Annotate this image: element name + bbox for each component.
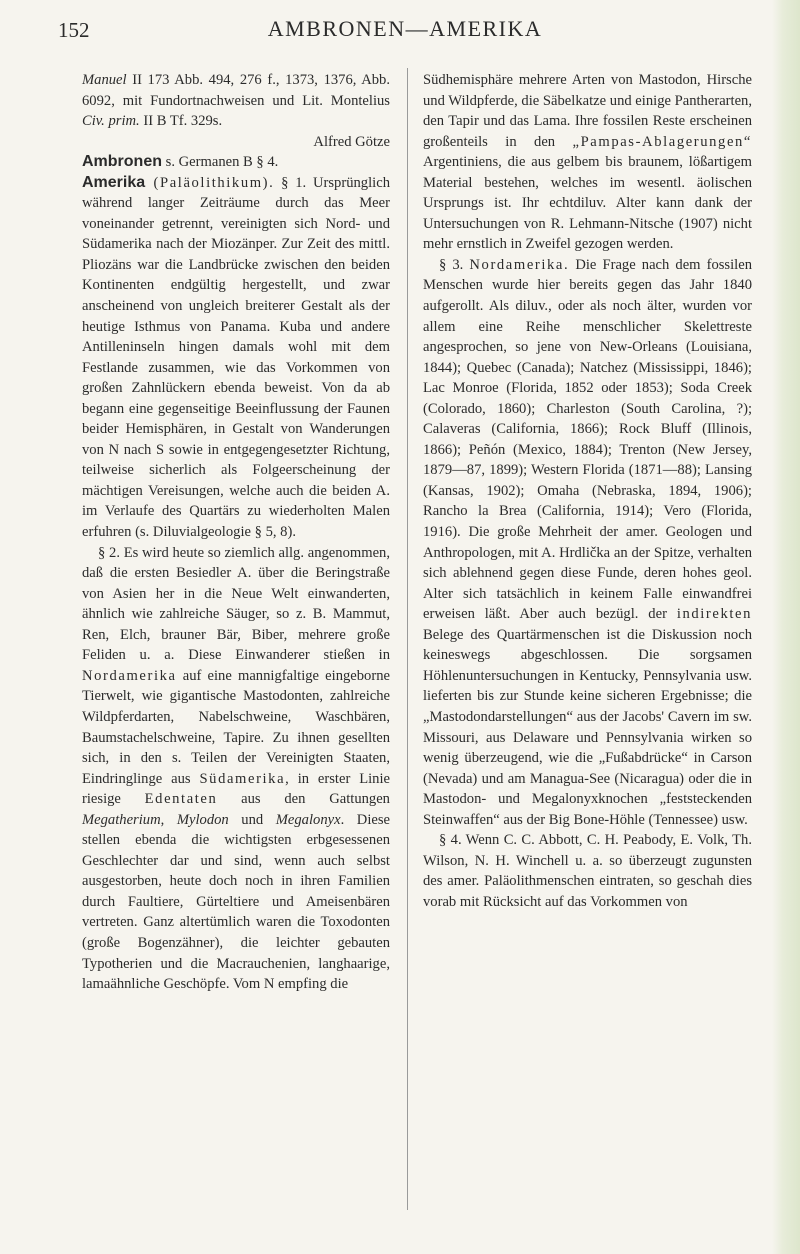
- right-column: [423, 70, 752, 912]
- section-3-paragraph: § 3. Nordamerika. Die Frage nach dem fossilen Menschen wurde hier bereits gegen das Jahr 1840 aufgerollt. Als diluv., oder als noch älter, wurden vor allem eine Reihe menschlicher Skelettreste angesprochen, so jene von New-Orleans (Louisiana, 1844); Quebec (Canada); Natchez (Mississippi, 1846); Lac Monroe (Florida, 1852 oder 1853); Soda Creek (Colorado, 1860); Charleston (South Carolina, ?); Calaveras (California, 1866); Rock Bluff (Illinois, 1866); Peñón (Mexico, 1884); Trenton (New Jersey, 1879—87, 1899); Western Florida (1871—88); Lansing (Kansas, 1902); Omaha (Nebraska, 1894, 1906); Rancho la Brea (California, 1914); Vero (Florida, 1916). Die große Mehrheit der amer. Geologen und Anthropologen, mit A. Hrdlička an der Spitze, verhalten sich ablehnend gegen diese Funde, deren hohes geol. Alter sich tatsächlich in keinem Falle einwandfrei erweisen läßt. Aber auch bezügl. der indirekten Belege des Quartärmenschen ist die Diskussion noch keineswegs abgeschlossen. Die sorgsamen Höhlenuntersuchungen in Kentucky, Pennsylvania usw. lieferten bis zur Stunde keine sicheren Ergebnisse; die „Mastodondarstellungen“ aus der Jacobs' Cavern im sw. Missouri, aus Delaware und Pennsylvania wirken so wenig überzeugend, wie die „Fußabdrücke“ in Carson (Nevada) und am Managua-See (Nicaragua) oder die in Mastodon- und Megalonyxknochen „feststeckenden Steinwaffen“ aus der Big Bone-Höhle (Tennessee) usw.: [423, 256, 752, 828]
- left-column: [82, 70, 390, 995]
- column-divider: [407, 68, 408, 1210]
- continuation-paragraph: Südhemisphäre mehrere Arten von Mastodon, Hirsche und Wildpferde, die Säbelkatze und einige Pantherarten, den Tapir und das Lama. Ihre fossilen Reste erscheinen großenteils in den „Pampas-Ablagerungen“ Argentiniens, die aus gelbem bis braunem, lößartigem Material bestehen, welches im wesentl. äolischen Ursprungs ist. Ihr echtdiluv. Alter kann dank der Untersuchungen von R. Lehmann-Nitsche (1907) nicht mehr ernstlich in Zweifel gezogen werden.: [423, 72, 753, 253]
- headword-ambronen: Ambronen: [82, 153, 162, 171]
- entry-ambronen: Ambronen s. Germanen B § 4.: [82, 153, 279, 171]
- section-2-paragraph: § 2. Es wird heute so ziemlich allg. angenommen, daß die ersten Besiedler A. über die Beringstraße von Asien her in die Neue Welt einwanderten, ähnlich wie zahlreiche Säuger, so z. B. Mammut, Ren, Elch, brauner Bär, Biber, mehrere große Feliden u. a. Diese Einwanderer stießen in Nordamerika auf eine mannigfaltige eingeborne Tierwelt, wie gigantische Mastodonten, zahlreiche Wildpferdarten, Nabelschweine, Waschbären, Baumstachelschweine, Tapire. Zu ihnen gesellten sich, in den s. Teilen der Vereinigten Staaten, Eindringlinge aus Südamerika, in erster Linie riesige Edentaten aus den Gattungen Megatherium, Mylodon und Megalonyx. Diese stellen ebenda die wichtigsten erbgesessenen Geschlechter dar und sind, wenn auch selbst ausgestorben, heute doch noch in ihren Familien durch Faultiere, Gürteltiere und Ameisenbären vertreten. Ganz altertümlich waren die Toxodonten (große Bogenzähner), die leichter gebauten Typotherien und die Macrauchenien, langhaarige, lamaähnliche Geschöpfe. Vom N empfing die: [82, 544, 391, 993]
- section-4-paragraph: § 4. Wenn C. C. Abbott, C. H. Peabody, E. Volk, Th. Wilson, N. H. Winchell u. a. so überzeugt zugunsten des amer. Paläolithmenschen eintraten, so geschah dies vorab mit Rücksicht auf das Vorkommen von: [423, 832, 752, 910]
- entry-amerika: Amerika (Paläolithikum). § 1. Ursprünglich während langer Zeiträume durch das Meer voneinander getrennt, vereinigten sich Nord- und Südamerika nach der Miozänper. Zur Zeit des mittl. Pliozäns war die Landbrücke zwischen den beiden Kontinenten endgültig hergestellt, und zwar anscheinend von ungleich breiterer Gestalt als der heutige Isthmus von Panama. Kuba und andere Antilleninseln hingen damals wohl mit dem Festlande zusammen, wie das Vorkommen von großen Zahnlückern ebenda beweist. Von da ab begann eine gegenseitige Beeinflussung der Faunen beider Hemisphären, in Gestalt von Wanderungen von N nach S sowie in entgegengesetzter Richtung, teilweise sicherlich als Folgeerscheinung der mächtigen Vereisungen, welche auch die beiden A. im Verlaufe des Quartärs zu wiederholten Malen erfuhren (s. Diluvialgeologie § 5, 8).: [82, 173, 390, 541]
- author-signature: Alfred Götze: [313, 133, 390, 150]
- headword-amerika: Amerika: [82, 173, 146, 191]
- page-number: 152: [58, 18, 90, 42]
- running-head: AMBRONEN—AMERIKA: [267, 16, 543, 41]
- page-edge: [772, 0, 800, 1254]
- page-header: [58, 16, 752, 46]
- reference-paragraph: Manuel II 173 Abb. 494, 276 f., 1373, 1376, Abb. 6092, mit Fundortnachweisen und Lit. Montelius Civ. prim. II B Tf. 329s.: [82, 72, 390, 130]
